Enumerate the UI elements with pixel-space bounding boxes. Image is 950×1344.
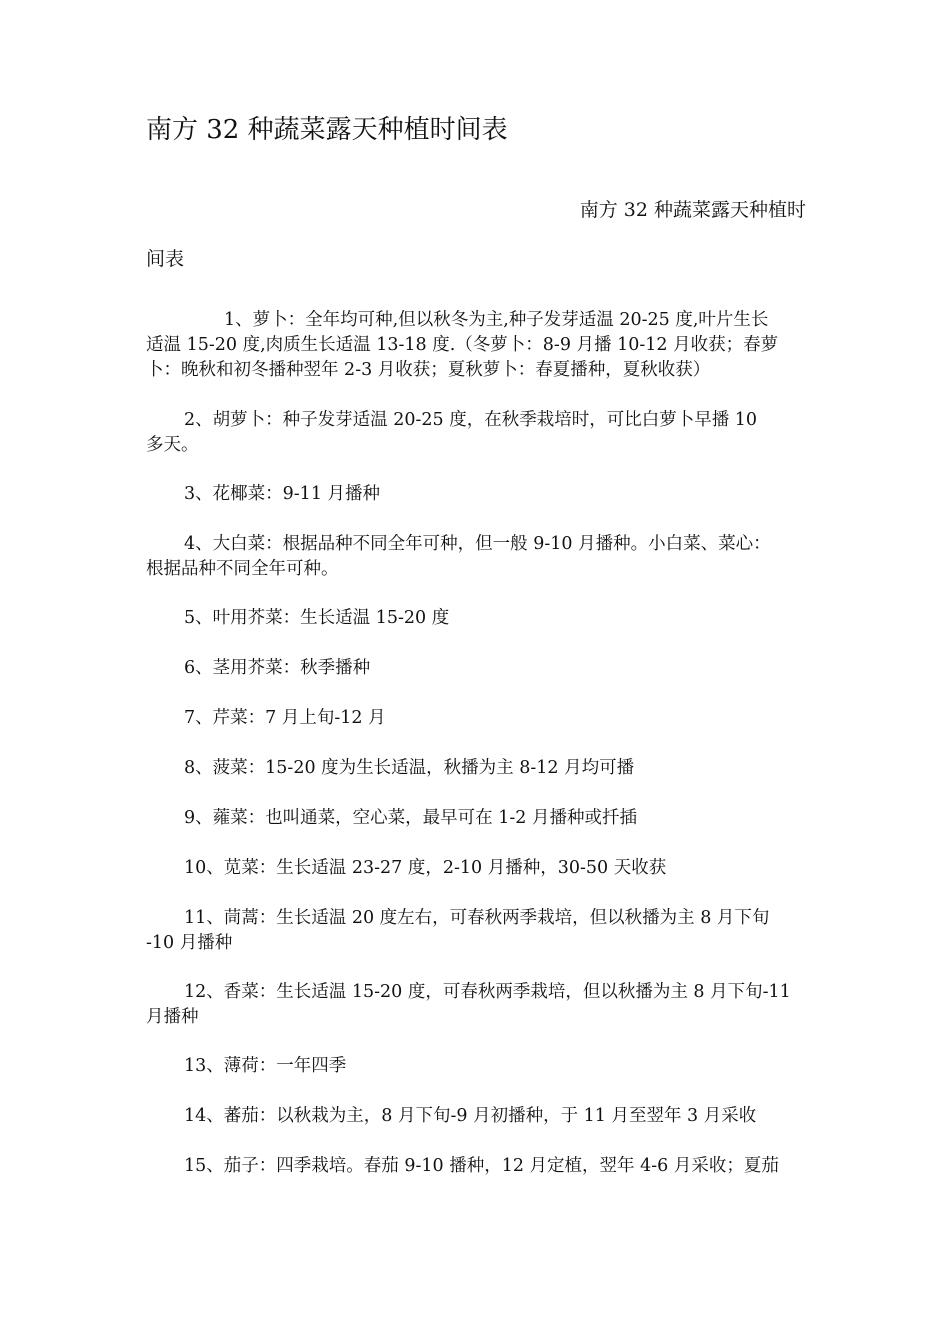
paragraph-7-line-1: 7、芹菜：7 月上旬-12 月 bbox=[184, 708, 386, 728]
paragraph-4-line-2: 根据品种不同全年可种。 bbox=[146, 559, 339, 579]
paragraph-1-line-2: 适温 15-20 度,肉质生长适温 13-18 度.（冬萝卜：8-9 月播 10-12 月收获；春萝 bbox=[146, 335, 779, 355]
paragraph-12-line-2: 月播种 bbox=[146, 1007, 199, 1027]
paragraph-15-line-1: 15、茄子：四季栽培。春茄 9-10 播种，12 月定植，翌年 4-6 月采收；夏茄 bbox=[184, 1156, 779, 1176]
paragraph-13-line-1: 13、薄荷：一年四季 bbox=[184, 1056, 347, 1076]
paragraph-10-line-1: 10、苋菜：生长适温 23-27 度，2-10 月播种，30-50 天收获 bbox=[184, 858, 667, 878]
paragraph-11-line-2: -10 月播种 bbox=[146, 933, 233, 953]
paragraph-6-line-1: 6、茎用芥菜：秋季播种 bbox=[184, 658, 371, 678]
paragraph-12-line-1: 12、香菜：生长适温 15-20 度，可春秋两季栽培，但以秋播为主 8 月下旬-11 bbox=[184, 982, 791, 1002]
document-title: 南方 32 种蔬菜露天种植时间表 bbox=[146, 115, 508, 145]
paragraph-1-line-1: 1、萝卜：全年均可种,但以秋冬为主,种子发芽适温 20-25 度,叶片生长 bbox=[224, 310, 769, 330]
paragraph-11-line-1: 11、茼蒿：生长适温 20 度左右，可春秋两季栽培，但以秋播为主 8 月下旬 bbox=[184, 908, 770, 928]
paragraph-2-line-2: 多天。 bbox=[146, 435, 199, 455]
paragraph-8-line-1: 8、菠菜：15-20 度为生长适温，秋播为主 8-12 月均可播 bbox=[184, 758, 635, 778]
document-subtitle-line-1: 南方 32 种蔬菜露天种植时 bbox=[579, 199, 806, 221]
document-subtitle-line-2: 间表 bbox=[146, 248, 185, 270]
paragraph-9-line-1: 9、蕹菜：也叫通菜，空心菜，最早可在 1-2 月播种或扦插 bbox=[184, 808, 637, 828]
paragraph-2-line-1: 2、胡萝卜：种子发芽适温 20-25 度，在秋季栽培时，可比白萝卜早播 10 bbox=[184, 410, 758, 430]
paragraph-1-line-3: 卜：晚秋和初冬播种翌年 2-3 月收获；夏秋萝卜：春夏播种，夏秋收获） bbox=[146, 360, 711, 380]
paragraph-14-line-1: 14、蕃茄：以秋栽为主，8 月下旬-9 月初播种，于 11 月至翌年 3 月采收 bbox=[184, 1106, 757, 1126]
paragraph-5-line-1: 5、叶用芥菜：生长适温 15-20 度 bbox=[184, 608, 450, 628]
paragraph-3-line-1: 3、花椰菜：9-11 月播种 bbox=[184, 484, 381, 504]
paragraph-4-line-1: 4、大白菜：根据品种不同全年可种，但一般 9-10 月播种。小白菜、菜心： bbox=[184, 534, 771, 554]
